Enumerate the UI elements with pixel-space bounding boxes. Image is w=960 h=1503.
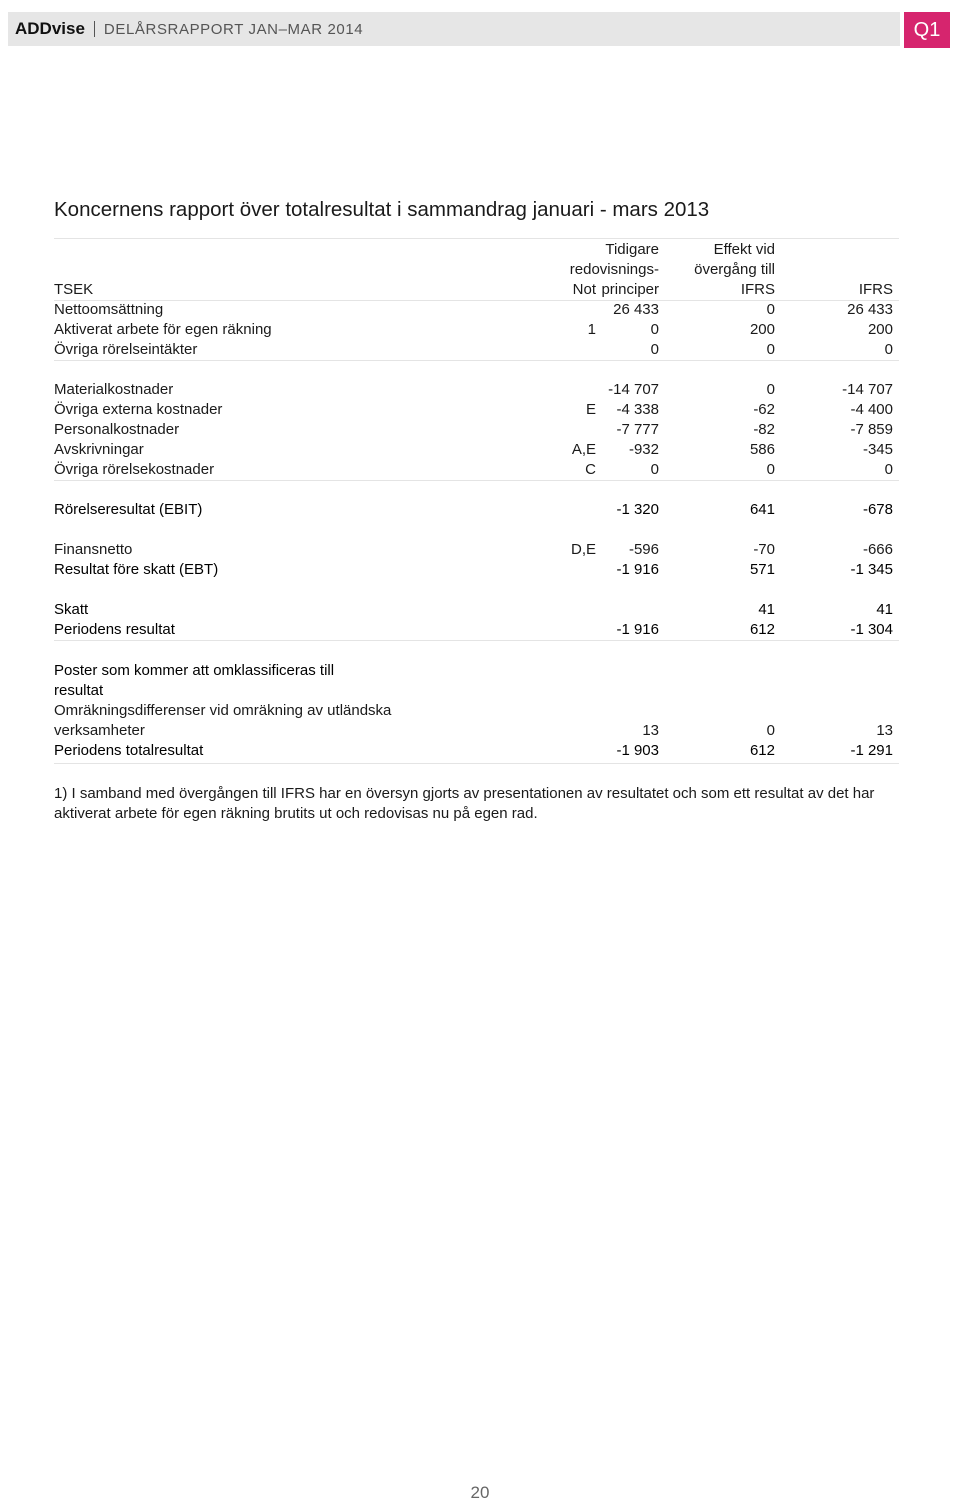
row-label: verksamheter [54, 722, 145, 739]
row-ifrs-value: -1 304 [850, 621, 893, 638]
row-ifrs-value: -678 [862, 501, 893, 518]
row-prev-value: -14 707 [608, 381, 659, 398]
row-ifrs-value: 0 [884, 341, 893, 358]
row-ifrs-value: -666 [862, 541, 893, 558]
row-label: Avskrivningar [54, 441, 144, 458]
table-row [54, 340, 899, 360]
table-row [54, 661, 899, 681]
row-label: Materialkostnader [54, 381, 174, 398]
table-row [54, 380, 899, 400]
row-effect-value: -62 [753, 401, 775, 418]
row-ifrs-value: -4 400 [850, 401, 893, 418]
page-number: 20 [470, 1483, 490, 1502]
table-row [54, 500, 899, 520]
row-note: 1 [587, 321, 596, 338]
row-effect-value: -82 [753, 421, 775, 438]
row-label: Omräkningsdifferenser vid omräkning av utländska [54, 702, 392, 719]
row-effect-value: 41 [758, 601, 775, 618]
row-spacer [54, 360, 899, 380]
row-effect-value: 200 [749, 321, 775, 338]
row-effect-value: 0 [766, 722, 775, 739]
row-effect-value: 612 [749, 742, 775, 759]
row-label: Nettoomsättning [54, 301, 164, 318]
quarter-badge: Q1 [904, 12, 950, 48]
row-label: Aktiverat arbete för egen räkning [54, 321, 272, 338]
row-prev-value: -4 338 [616, 401, 659, 418]
row-prev-value: -7 777 [616, 421, 659, 438]
row-note: A,E [571, 441, 596, 458]
row-effect-value: 586 [749, 441, 775, 458]
row-label: Finansnetto [54, 541, 133, 558]
divider-line [54, 763, 899, 764]
row-label: Övriga rörelsekostnader [54, 461, 215, 478]
row-label: Personalkostnader [54, 421, 180, 438]
row-effect-value: 0 [766, 301, 775, 318]
row-prev-value: 0 [650, 461, 659, 478]
row-ifrs-value: -1 345 [850, 561, 893, 578]
column-header-ifrs: IFRS [858, 281, 893, 298]
report-title: DELÅRSRAPPORT JAN–MAR 2014 [103, 20, 364, 38]
table-row [54, 300, 899, 320]
column-header-effect: övergång till [694, 261, 775, 278]
column-header-prev: Tidigare [605, 241, 659, 258]
row-prev-value: 26 433 [613, 301, 659, 318]
row-effect-value: 0 [766, 461, 775, 478]
row-prev-value: 0 [650, 341, 659, 358]
row-label: Resultat före skatt (EBT) [54, 561, 219, 578]
table-row [54, 440, 899, 460]
table-header [54, 240, 899, 300]
row-ifrs-value: -14 707 [842, 381, 893, 398]
table-row [54, 600, 899, 620]
row-note: E [585, 401, 596, 418]
report-header-bar [8, 12, 900, 46]
row-effect-value: 612 [749, 621, 775, 638]
row-ifrs-value: -345 [862, 441, 893, 458]
row-label: Rörelseresultat (EBIT) [54, 501, 203, 518]
table-row [54, 560, 899, 580]
row-ifrs-value: 200 [867, 321, 893, 338]
table-row [54, 741, 899, 761]
row-prev-value: -1 320 [616, 501, 659, 518]
row-spacer [54, 580, 899, 600]
row-label: Skatt [54, 601, 89, 618]
row-ifrs-value: -1 291 [850, 742, 893, 759]
row-ifrs-value: 26 433 [847, 301, 893, 318]
page-title: Koncernens rapport över totalresultat i sammandrag januari - mars 2013 [54, 198, 710, 221]
row-note: C [585, 461, 596, 478]
row-label: Övriga rörelseintäkter [54, 341, 198, 358]
row-spacer [54, 520, 899, 540]
row-label: Övriga externa kostnader [54, 401, 223, 418]
income-statement-table [54, 240, 899, 761]
row-note: D,E [570, 541, 596, 558]
row-ifrs-value: -7 859 [850, 421, 893, 438]
brand-name: ADDvise [15, 19, 85, 38]
row-spacer [54, 480, 899, 500]
table-row [54, 681, 899, 701]
row-spacer [54, 640, 899, 661]
row-prev-value: 0 [650, 321, 659, 338]
divider-line [54, 238, 899, 239]
column-header-effect: Effekt vid [713, 241, 775, 258]
table-row [54, 540, 899, 560]
row-ifrs-value: 41 [876, 601, 893, 618]
header-divider [94, 21, 95, 37]
row-prev-value: -932 [628, 441, 659, 458]
table-row [54, 721, 899, 741]
table-row [54, 701, 899, 721]
row-label: Poster som kommer att omklassificeras till [54, 662, 335, 679]
table-row [54, 320, 899, 340]
row-ifrs-value: 13 [876, 722, 893, 739]
row-prev-value: -1 916 [616, 621, 659, 638]
row-effect-value: 0 [766, 341, 775, 358]
row-prev-value: -1 916 [616, 561, 659, 578]
row-prev-value: -596 [628, 541, 659, 558]
row-ifrs-value: 0 [884, 461, 893, 478]
row-effect-value: 571 [749, 561, 775, 578]
row-effect-value: -70 [753, 541, 775, 558]
row-label: Periodens totalresultat [54, 742, 204, 759]
column-header-prev: principer [601, 281, 659, 298]
footnote: 1) I samband med övergången till IFRS har en översyn gjorts av presentationen av resultatet och som ett resultat av det har aktiverat arbete för egen räkning brutits ut och redovisas nu på egen rad. [54, 785, 875, 822]
column-header-prev: redovisnings- [569, 261, 659, 278]
table-row [54, 460, 899, 480]
row-label: Periodens resultat [54, 621, 175, 638]
row-prev-value: 13 [642, 722, 659, 739]
row-effect-value: 0 [766, 381, 775, 398]
row-label: resultat [54, 682, 104, 699]
column-header-effect: IFRS [740, 281, 775, 298]
row-prev-value: -1 903 [616, 742, 659, 759]
row-effect-value: 641 [749, 501, 775, 518]
table-row [54, 400, 899, 420]
table-row [54, 420, 899, 440]
column-header-note: Not [572, 281, 596, 298]
table-row [54, 620, 899, 640]
column-header-tsek: TSEK [54, 281, 94, 298]
